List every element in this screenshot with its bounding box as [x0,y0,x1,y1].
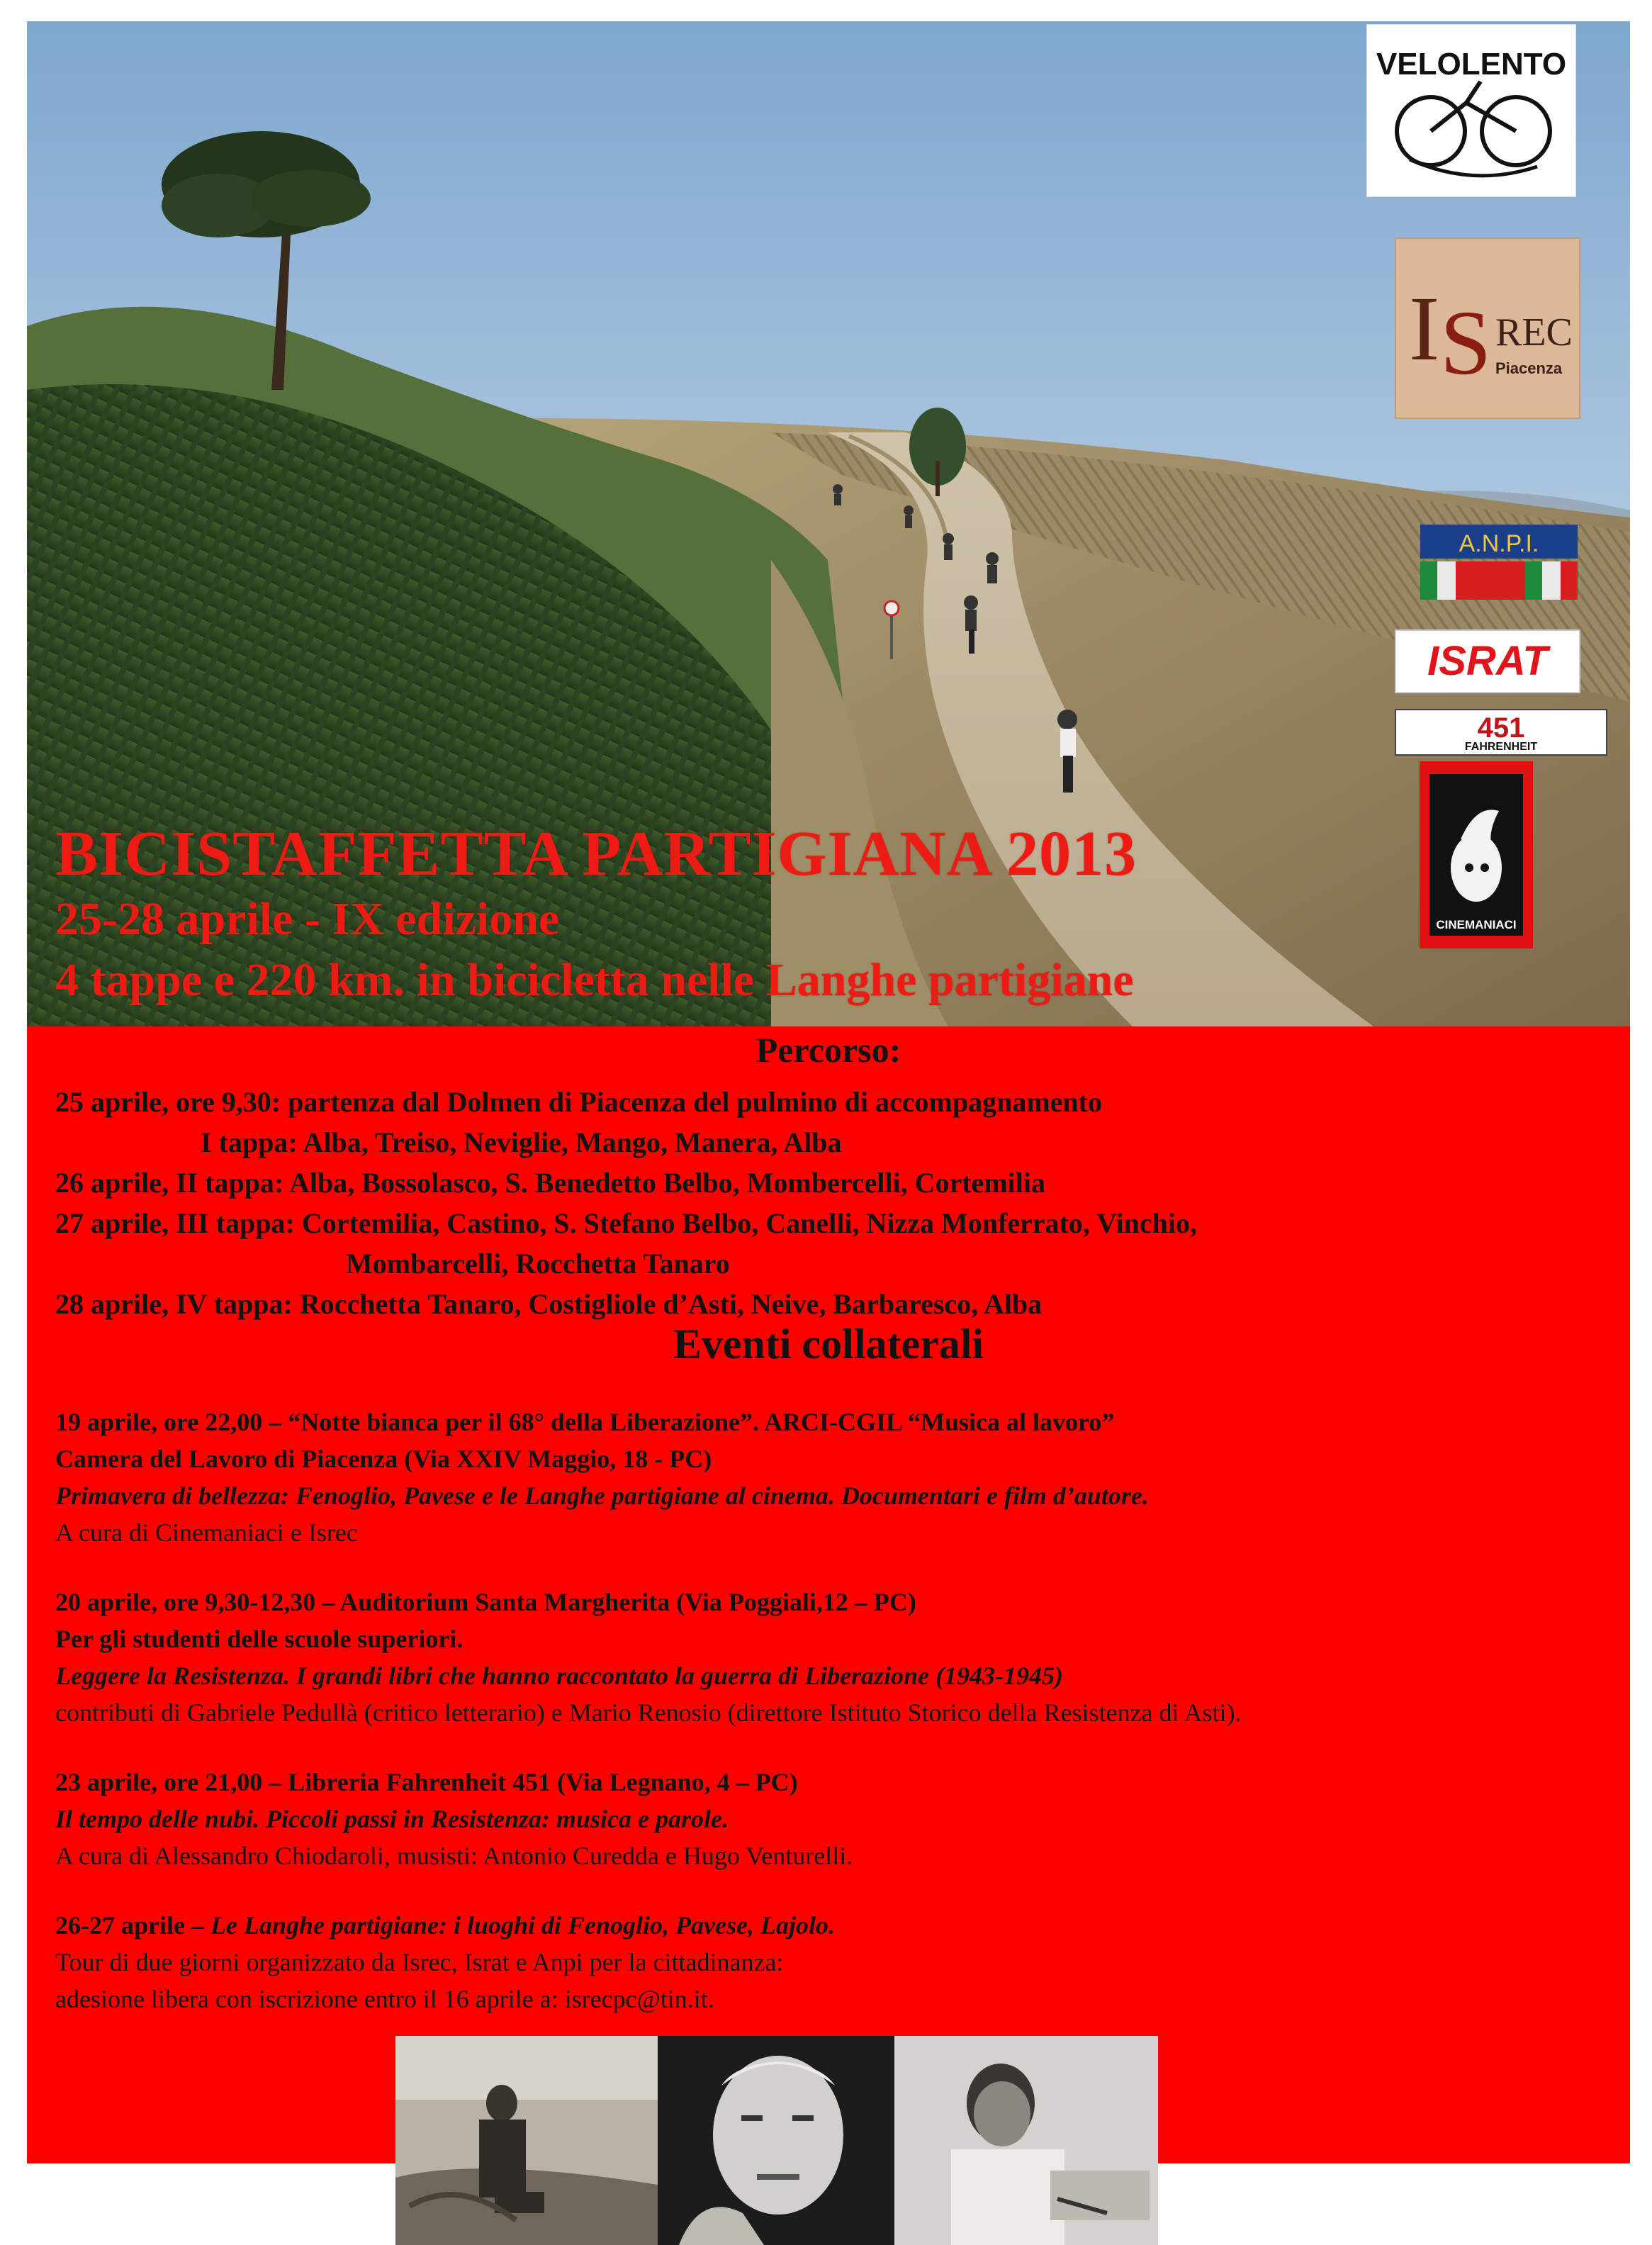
cinemaniaci-logo [1420,761,1533,948]
velolento-logo [1366,24,1576,197]
main-title: BICISTAFFETTA PARTIGIANA 2013 [55,819,1137,889]
event-speakers: contributi di Gabriele Pedullà (critico letterario) e Mario Renosio (direttore Istituto Storico della Resistenza di Asti). [55,1698,1242,1727]
cinemaniaci-wordmark: CINEMANIACI [1436,918,1517,931]
event-audience: Per gli studenti delle scuole superiori. [55,1625,463,1653]
event-description: Tour di due giorni organizzato da Isrec, Israt e Anpi per la cittadinanza: [55,1948,784,1976]
isrec-city: Piacenza [1495,359,1563,377]
event-organizers: A cura di Alessandro Chiodaroli, musisti: Antonio Curedda e Hugo Venturelli. [55,1842,853,1870]
velolento-wordmark: VELOLENTO [1376,47,1567,82]
route-list [55,1082,1614,1324]
israt-logo [1395,629,1580,693]
event-item [55,1404,1614,1551]
eventi-heading: Eventi collaterali [673,1321,984,1367]
event-program: Il tempo delle nubi. Piccoli passi in Resistenza: musica e parole. [55,1805,729,1833]
isrec-initial-s: S [1440,292,1492,394]
fahrenheit-word: FAHRENHEIT [1464,741,1538,753]
event-headline: 20 aprile, ore 9,30-12,30 – Auditorium Santa Margherita (Via Poggiali,12 – PC) [55,1588,916,1616]
event-registration: adesione libera con iscrizione entro il 16 aprile a: isrecpc@tin.it. [55,1985,714,2013]
portrait-photo-pavese [658,2036,894,2245]
isrec-logo [1395,237,1580,419]
route-line: 27 aprile, III tappa: Cortemilia, Castino, S. Stefano Belbo, Canelli, Nizza Monferrato, Vinchio, [55,1207,1198,1239]
event-program: Leggere la Resistenza. I grandi libri che hanno raccontato la guerra di Liberazione (1943-1945) [55,1662,1064,1690]
event-headline: 19 aprile, ore 22,00 – “Notte bianca per il 68° della Liberazione”. ARCI-CGIL “Musica al lavoro” [55,1408,1115,1436]
fahrenheit-number: 451 [1477,712,1525,744]
route-line: 28 aprile, IV tappa: Rocchetta Tanaro, Costigliole d’Asti, Neive, Barbaresco, Alba [55,1288,1043,1320]
fahrenheit-451-logo [1395,709,1607,756]
isrec-rec: REC [1495,310,1573,354]
event-program: Primavera di bellezza: Fenoglio, Pavese e le Langhe partigiane al cinema. Documentari e film d’autore. [55,1482,1149,1510]
title-subtitle: 4 tappe e 220 km. in bicicletta nelle Langhe partigiane [55,954,1134,1006]
anpi-logo [1420,525,1578,600]
route-line: Mombarcelli, Rocchetta Tanaro [346,1248,730,1280]
event-program: Le Langhe partigiane: i luoghi di Fenoglio, Pavese, Lajolo. [210,1911,835,1939]
isrec-initial-i: I [1409,278,1440,380]
portrait-photo-fenoglio [395,2036,658,2245]
event-item [55,1764,1614,1874]
route-line: I tappa: Alba, Treiso, Neviglie, Mango, Manera, Alba [201,1126,842,1158]
event-headline [55,1907,1614,1944]
anpi-wordmark: A.N.P.I. [1459,530,1539,557]
title-block [55,819,1402,1006]
event-venue: Camera del Lavoro di Piacenza (Via XXIV Maggio, 18 - PC) [55,1445,712,1473]
edition-dates: 25-28 aprile - IX edizione [55,893,560,945]
event-date: 26-27 aprile – [55,1911,210,1939]
portrait-photo-lajolo [894,2036,1158,2245]
events-list [55,1404,1614,2050]
event-organizers: A cura di Cinemaniaci e Isrec [55,1518,358,1547]
event-headline: 23 aprile, ore 21,00 – Libreria Fahrenheit 451 (Via Legnano, 4 – PC) [55,1768,798,1796]
event-item [55,1584,1614,1731]
israt-wordmark: ISRAT [1427,638,1548,684]
percorso-heading: Percorso: [755,1030,901,1070]
event-item [55,1907,1614,2017]
route-line: 25 aprile, ore 9,30: partenza dal Dolmen di Piacenza del pulmino di accompagnamento [55,1086,1102,1118]
route-line: 26 aprile, II tappa: Alba, Bossolasco, S. Benedetto Belbo, Mombercelli, Cortemilia [55,1167,1045,1199]
